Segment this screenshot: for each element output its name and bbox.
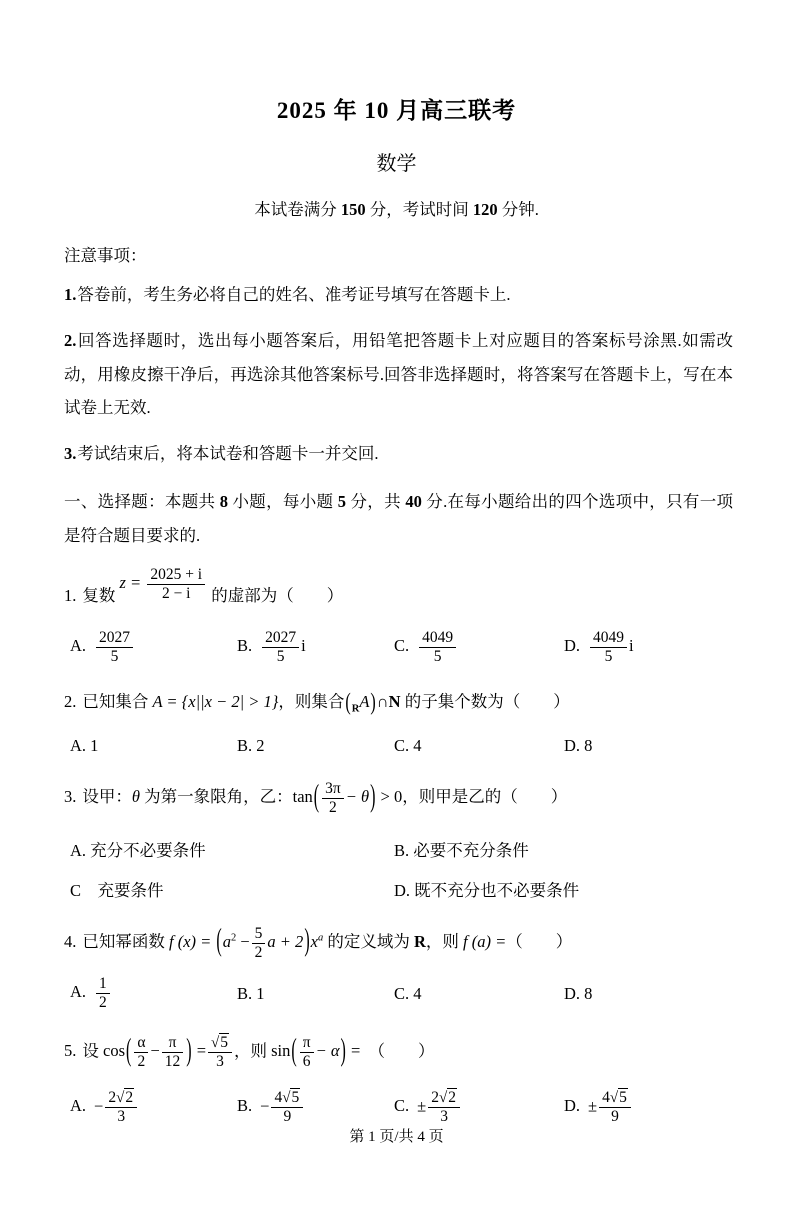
radicand: 5	[291, 1089, 300, 1107]
section-total-points: 40	[405, 492, 422, 512]
left-paren: (	[345, 689, 351, 716]
left-paren: (	[126, 1033, 132, 1068]
coefficient: 4	[602, 1089, 610, 1107]
q2-complement-formula	[344, 689, 401, 716]
q2-set-definition: A = {x||x − 2| > 1}	[152, 691, 279, 711]
question-count: 8	[219, 492, 228, 512]
option-b: B. 必要不充分条件	[394, 840, 529, 860]
formula-tail: − θ	[345, 787, 370, 807]
question-number: 3.	[64, 787, 77, 807]
q4-fraction	[252, 925, 266, 962]
fraction-denominator: 5	[433, 648, 442, 666]
notice-item-text: 考试结束后，将本试卷和答题卡一并交回.	[77, 444, 379, 464]
coefficient: 2	[431, 1089, 439, 1107]
option-label: A.	[70, 636, 87, 656]
option-fraction	[428, 1089, 460, 1126]
section-heading-text: 小题，每小题	[228, 492, 338, 512]
question-4	[64, 925, 733, 962]
option-fraction	[96, 629, 133, 666]
question-number: 4.	[64, 931, 77, 951]
option-label: D.	[564, 1096, 581, 1116]
formula-tail: a + 2	[267, 931, 304, 951]
q1-formula	[120, 566, 208, 603]
question-3	[64, 780, 733, 817]
q3-fraction	[322, 780, 344, 817]
fraction-denominator: 5	[604, 648, 613, 666]
fraction-denominator: 3	[216, 1053, 224, 1071]
radical-sign: √	[211, 1034, 220, 1051]
radical-sign: √	[116, 1090, 125, 1107]
option-fraction	[105, 1089, 137, 1126]
q4-options	[70, 975, 733, 1012]
equals-sign: =	[196, 1041, 207, 1061]
section-1-heading	[64, 485, 733, 553]
radicand: 5	[619, 1089, 627, 1107]
points-per-question: 5	[337, 492, 346, 512]
option-c	[394, 629, 564, 666]
coefficient: 4	[274, 1089, 283, 1107]
minus-sign: −	[150, 1041, 160, 1061]
question-text: ，则集合	[278, 691, 345, 711]
option-label: B.	[237, 636, 253, 656]
exponent-2: 2	[230, 932, 237, 944]
right-paren: )	[370, 779, 376, 814]
fraction-numerator	[105, 1089, 137, 1108]
exponent-a: a	[317, 932, 324, 944]
option-fraction	[96, 975, 110, 1012]
right-paren: )	[370, 689, 376, 716]
fraction-denominator: 2	[329, 798, 337, 816]
radical-sign: √	[609, 1090, 619, 1107]
option-fraction	[419, 629, 456, 666]
fraction-numerator: π	[162, 1034, 184, 1053]
notice-item-text: 回答选择题时，选出每小题答案后，用铅笔把答题卡上对应题目的答案标号涂黑.如需改动，用橡皮擦干净后，再选涂其他答案标号.回答非选择题时，将答案写在答题卡上，写在本试卷上无效.	[64, 330, 733, 418]
exam-info	[0, 196, 793, 220]
question-text: 为第一象限角，乙：	[139, 787, 293, 807]
exam-page	[0, 92, 793, 1214]
option-label: B.	[237, 1096, 253, 1116]
fraction-numerator: 3π	[322, 780, 344, 799]
question-text: 设	[82, 1041, 103, 1061]
question-1	[64, 565, 733, 616]
question-text: 的子集个数为（ ）	[400, 691, 570, 711]
question-text: ，则	[425, 931, 464, 951]
exam-duration: 120	[472, 200, 498, 219]
fraction-numerator	[208, 1034, 232, 1053]
fraction-denominator: 5	[110, 648, 119, 666]
option-c	[394, 1089, 564, 1126]
question-text: 设甲：	[82, 787, 132, 807]
variable-a: a	[222, 931, 231, 951]
naturals-symbol: N	[388, 691, 401, 711]
notice-item-2	[64, 324, 733, 425]
page-footer: 第 1 页/共 4 页	[349, 1129, 444, 1145]
fraction-denominator: 2	[137, 1052, 146, 1070]
question-2	[64, 688, 733, 718]
complement-subscript: R	[351, 703, 360, 715]
tan-function: tan	[292, 787, 313, 807]
question-number: 5.	[64, 1041, 77, 1061]
sign: ±	[417, 1096, 427, 1116]
formula-tail: − α	[315, 1041, 340, 1061]
set-symbol: A	[359, 691, 370, 711]
exam-info-text: 本试卷满分	[254, 200, 341, 219]
reals-symbol: R	[413, 931, 426, 951]
option-fraction	[590, 629, 627, 666]
left-paren: (	[291, 1033, 297, 1068]
question-text: 的定义域为	[323, 931, 414, 951]
fraction-numerator: π	[300, 1034, 314, 1053]
question-text: 已知集合	[82, 691, 153, 711]
inequality: > 0	[380, 787, 403, 807]
option-a: A. 1	[70, 736, 99, 756]
fraction-numerator: α	[134, 1034, 148, 1053]
option-d	[564, 629, 733, 666]
minus-sign: −	[240, 931, 250, 951]
page-title: 2025 年 10 月高三联考	[276, 98, 517, 123]
notice-item-1	[64, 278, 733, 312]
option-a	[70, 1089, 237, 1126]
fraction-denominator: 9	[283, 1108, 292, 1126]
left-paren: (	[216, 924, 222, 959]
option-c: C 充要条件	[70, 880, 164, 900]
fraction-denominator: 2 − i	[161, 584, 191, 602]
subject-title: 数学	[376, 153, 417, 175]
sign: −	[94, 1096, 104, 1116]
q2-options	[70, 736, 733, 756]
option-d	[564, 1089, 733, 1126]
function-lhs: f (x) =	[169, 931, 212, 951]
section-heading-text: 分，共	[346, 492, 406, 512]
question-text: ，则甲是乙的（ ）	[402, 787, 568, 807]
option-d: D. 8	[564, 983, 593, 1003]
right-paren: )	[304, 924, 310, 959]
question-text: ，则	[234, 1041, 272, 1061]
option-a: A. 充分不必要条件	[70, 840, 206, 860]
option-b	[237, 629, 394, 666]
exam-info-text: 分钟.	[497, 200, 539, 219]
option-label: A.	[70, 1096, 87, 1116]
notice-heading: 注意事项：	[64, 246, 147, 265]
fraction-denominator: 2	[99, 994, 107, 1012]
option-c: C. 4	[394, 983, 422, 1003]
cos-function: cos	[103, 1041, 125, 1061]
fraction-denominator: 3	[117, 1108, 126, 1126]
question-text: 复数	[82, 585, 116, 605]
section-heading-text: 分.在每小题给出的四个选项中，只有一项是符合题目要求的.	[64, 492, 733, 545]
fraction-numerator: 5	[252, 925, 266, 944]
right-paren: )	[340, 1033, 346, 1068]
q3-tan-formula	[292, 779, 403, 816]
option-a	[70, 629, 237, 666]
section-heading-text: 一、选择题：本题共	[64, 492, 220, 512]
fraction-numerator: 2025 + i	[147, 566, 205, 585]
option-d: D. 既不充分也不必要条件	[394, 880, 580, 900]
option-label: C.	[394, 636, 410, 656]
fraction-numerator: 2027	[262, 629, 299, 648]
right-paren: )	[186, 1033, 192, 1068]
radical-sign: √	[438, 1090, 448, 1107]
option-trail: i	[301, 636, 306, 656]
left-paren: (	[313, 779, 320, 814]
option-a	[70, 975, 237, 1012]
intersection-symbol: ∩	[376, 691, 389, 711]
sin-function: sin	[271, 1041, 291, 1061]
fraction-denominator: 9	[611, 1108, 619, 1126]
q4-function-formula	[169, 924, 324, 961]
option-fraction	[271, 1089, 303, 1126]
option-fraction	[262, 629, 299, 666]
fraction-numerator	[599, 1089, 631, 1108]
q5-fraction-1	[134, 1034, 148, 1071]
fraction-numerator	[271, 1089, 303, 1108]
notice-item-number: 1.	[64, 285, 77, 304]
fraction-denominator: 3	[440, 1108, 448, 1126]
question-number: 1.	[64, 585, 77, 605]
option-d: D. 8	[564, 736, 593, 756]
formula-lhs: z =	[119, 572, 142, 592]
option-c: C. 4	[394, 736, 422, 756]
option-fraction	[599, 1089, 631, 1126]
theta-symbol: θ	[131, 787, 140, 807]
question-text: （ ）	[506, 931, 573, 951]
option-b: B. 1	[237, 983, 265, 1003]
option-label: A.	[70, 982, 87, 1002]
question-text: （ ）	[360, 1041, 435, 1061]
equals-sign: =	[350, 1041, 361, 1061]
option-b	[237, 1089, 394, 1126]
notice-item-number: 3.	[64, 444, 77, 464]
notice-item-number: 2.	[64, 330, 77, 350]
q5-options	[70, 1089, 733, 1126]
fraction-numerator	[428, 1089, 460, 1108]
exam-info-text: 分，考试时间	[365, 200, 473, 219]
sign: ±	[588, 1096, 598, 1116]
q5-sqrt-fraction	[208, 1034, 232, 1071]
radicand: 2	[125, 1089, 134, 1107]
q3-options	[70, 837, 733, 901]
option-label: C.	[394, 1096, 410, 1116]
question-text: 已知幂函数	[82, 931, 169, 951]
fraction-denominator: 2	[254, 943, 263, 961]
radicand: 5	[220, 1033, 229, 1051]
q5-fraction-2	[162, 1034, 184, 1071]
radicand: 2	[448, 1089, 456, 1107]
coefficient: 2	[108, 1089, 117, 1107]
notice-item-3	[64, 437, 733, 471]
q5-cos-equation	[103, 1033, 234, 1071]
notice-item-text: 答卷前，考生务必将自己的姓名、准考证号填写在答题卡上.	[77, 285, 511, 304]
variable-x: x	[310, 931, 318, 951]
total-score: 150	[340, 200, 366, 219]
fraction-denominator: 12	[164, 1052, 181, 1070]
option-b: B. 2	[237, 736, 265, 756]
q1-options	[70, 629, 733, 666]
question-5	[64, 1034, 733, 1071]
q1-fraction	[147, 566, 205, 603]
radical-sign: √	[282, 1090, 291, 1107]
fraction-numerator: 2027	[96, 629, 133, 648]
option-trail: i	[629, 636, 634, 656]
fraction-denominator: 5	[276, 648, 285, 666]
option-label: D.	[564, 636, 581, 656]
q5-fraction-3	[300, 1034, 314, 1071]
fraction-numerator: 4049	[590, 629, 627, 648]
fraction-numerator: 4049	[419, 629, 456, 648]
fraction-denominator: 6	[302, 1052, 311, 1070]
f-of-a: f (a) =	[463, 931, 507, 951]
question-text: 的虚部为（ ）	[211, 585, 344, 605]
fraction-numerator: 1	[96, 975, 110, 994]
q5-sin-expression	[271, 1033, 361, 1070]
sign: −	[260, 1096, 270, 1116]
question-number: 2.	[64, 691, 77, 711]
